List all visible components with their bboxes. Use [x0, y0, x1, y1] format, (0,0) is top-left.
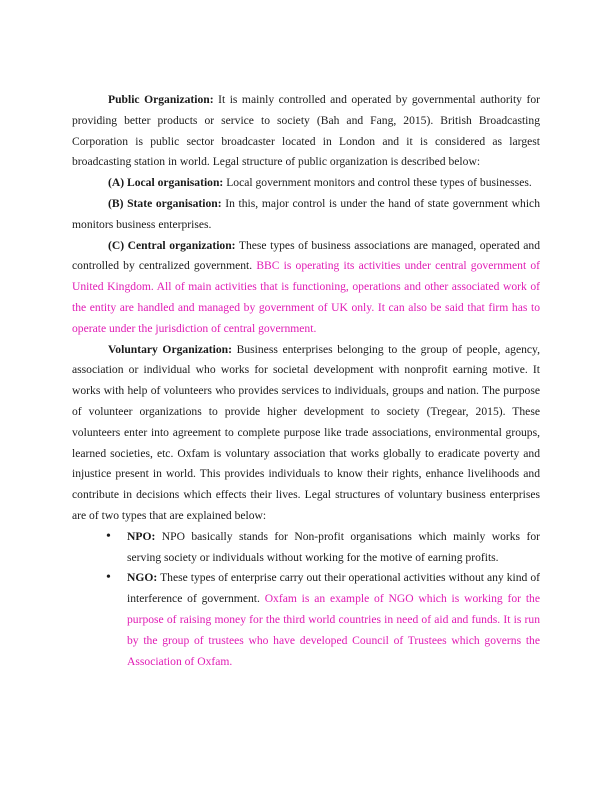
document-page — [72, 90, 540, 672]
heading-ngo: NGO: — [127, 571, 158, 585]
bullet-icon: • — [106, 570, 111, 586]
text-ngo: These types of enterprise carry out their operational activities without any kind of interference of government. — [127, 571, 540, 606]
highlight-central-organization: BBC is operating its activities under central government of United Kingdom. All of main activities that is functioning, operations and other associated work of the entity are handled and managed by government of UK only. It can also be said that firm has to operate under the jurisdiction of central government. — [72, 259, 540, 335]
heading-state-organisation: (B) State organisation: — [108, 196, 222, 210]
paragraph-state-organisation — [72, 194, 540, 236]
heading-local-organisation: (A) Local organisation: — [108, 176, 224, 190]
heading-central-organization: (C) Central organization: — [108, 238, 236, 252]
heading-npo: NPO: — [127, 529, 156, 543]
heading-voluntary-organization: Voluntary Organization: — [108, 342, 232, 356]
text-public-organization: It is mainly controlled and operated by governmental authority for providing better products or service to society (Bah and Fang, 2015). British Broadcasting Corporation is public sector broadcaster located in London and it is considered as largest broadcasting station in world. Legal structure of public organization is described below: — [72, 93, 540, 169]
text-local-organisation: Local government monitors and control these types of businesses. — [223, 176, 532, 190]
paragraph-central-organization — [72, 236, 540, 340]
heading-public-organization: Public Organization: — [108, 93, 214, 106]
paragraph-public-organization — [72, 90, 540, 173]
list-item-ngo — [72, 568, 540, 672]
list-item-npo — [72, 527, 540, 569]
text-voluntary-organization: Business enterprises belonging to the group of people, agency, association or individual who works for societal development with nonprofit earning motive. It works with help of volunteers who provides services to individuals, groups and nation. The purpose of volunteer organizations to provide higher development to society (Tregear, 2015). These volunteers enter into agreement to complete purpose like trade associations, environmental groups, learned societies, etc. Oxfam is voluntary association that works globally to eradicate poverty and injustice present in world. This provides individuals to know their rights, enhance livelihoods and contribute in decisions which effects their lives. Legal structures of voluntary business enterprises are of two types that are explained below: — [72, 342, 540, 522]
bullet-icon: • — [106, 528, 111, 544]
text-npo: NPO basically stands for Non-profit organisations which mainly works for serving society or individuals without working for the motive of earning profits. — [127, 529, 540, 564]
text-state-organisation: In this, major control is under the hand of state government which monitors business enterprises. — [72, 196, 540, 231]
paragraph-voluntary-organization — [72, 340, 540, 527]
paragraph-local-organisation — [72, 173, 540, 194]
text-central-organization: These types of business associations are managed, operated and controlled by centralized government. — [72, 238, 540, 273]
bullet-list — [72, 527, 540, 673]
highlight-ngo: Oxfam is an example of NGO which is working for the purpose of raising money for the third world countries in need of aid and funds. It is run by the group of trustees who have developed Council of Trustees which governs the Association of Oxfam. — [127, 592, 540, 668]
